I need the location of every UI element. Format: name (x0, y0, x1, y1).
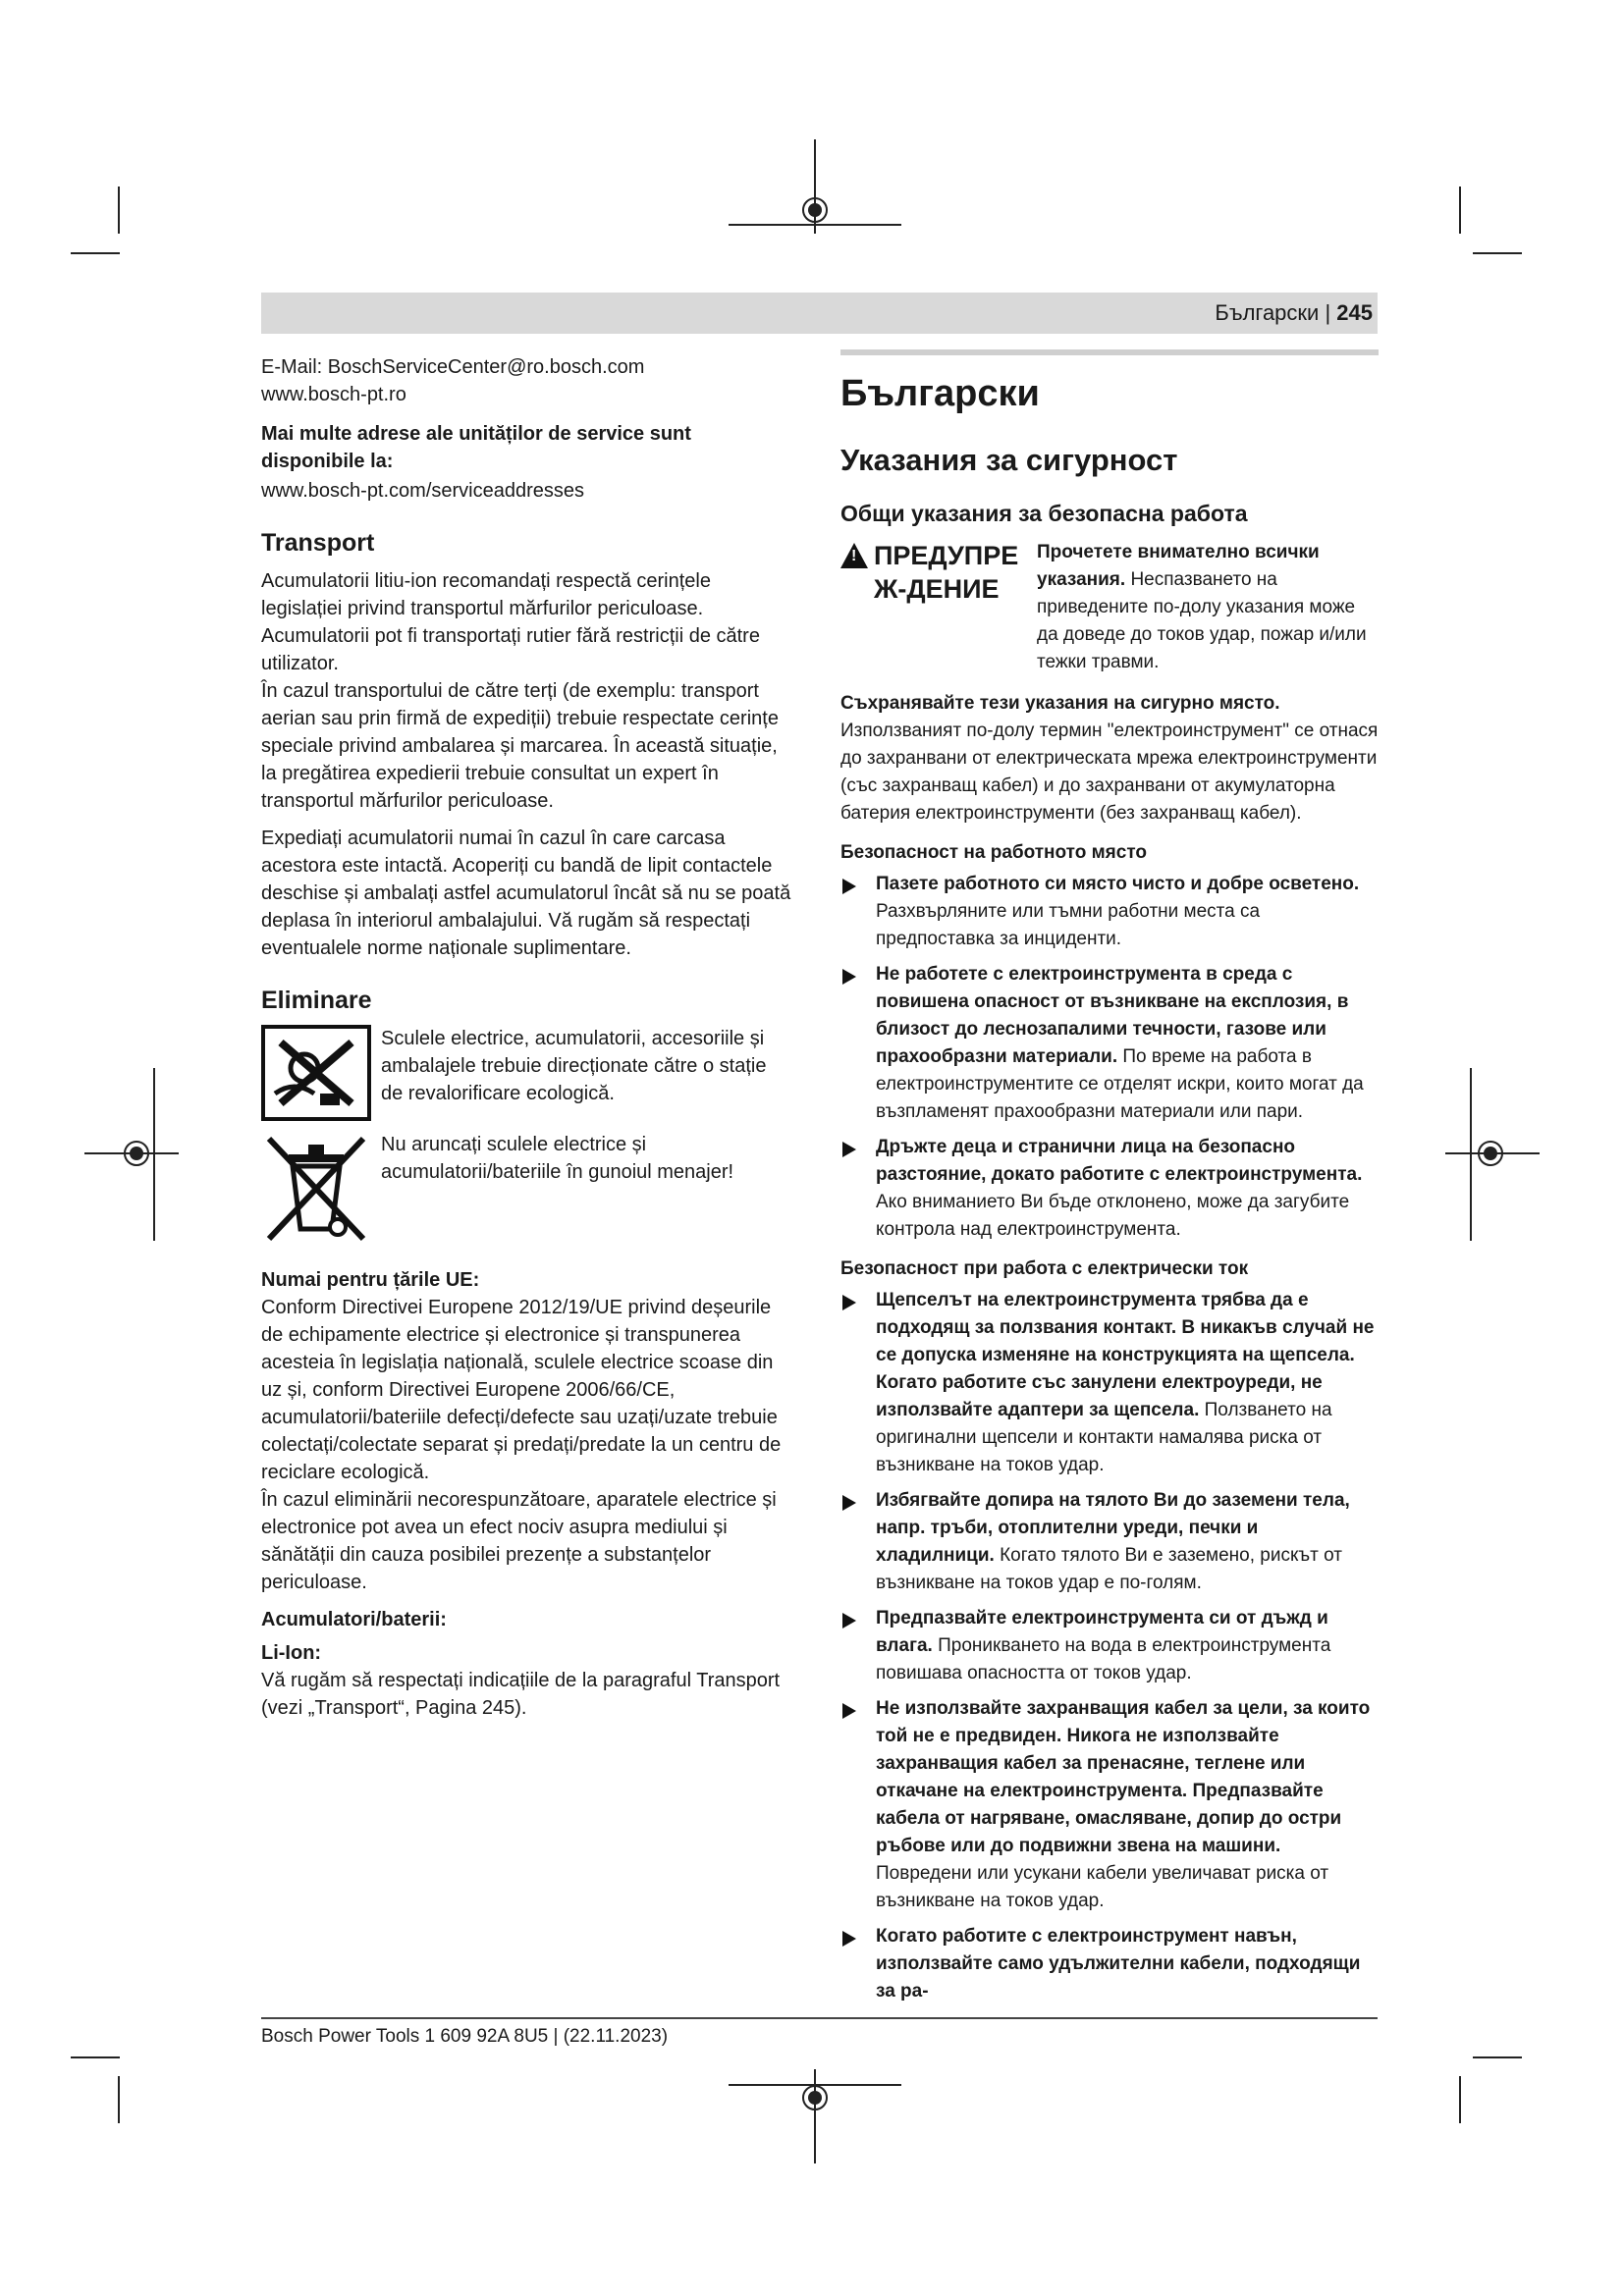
item-bold: Не работете с електроинструмента в среда с повишена опасност от възникване на експлозия, в близост до леснозапалими течности, газове или прахообразни материали. (876, 964, 1349, 1067)
more-addresses-url: www.bosch-pt.com/serviceaddresses (261, 480, 585, 502)
item-bold: Не използвайте захранващия кабел за цели, за които той не е предвиден. Никога не използвайте захранващия кабел за пренасяне, теглене или откачане на електроинструмента. Предпазвайте кабела от нагряване, омасляване, допир до остри ръбове или до подвижни звена на машини. (876, 1698, 1371, 1856)
warning-label-text: ПРЕДУПРЕЖ-ДЕНИЕ (874, 541, 1019, 604)
recycling-symbol-icon (261, 1025, 371, 1121)
transport-heading: Transport (261, 529, 375, 557)
bullet-icon (842, 1703, 856, 1719)
disposal-bin-text: Nu aruncați sculele electrice și acumulatorii/bateriile în gunoiul menajer! (381, 1134, 734, 1183)
crop-mark (118, 2076, 120, 2123)
bullet-icon (842, 1142, 856, 1157)
item-text: Ползването на оригинални щепсели и контакти намалява риска от възникване на токов удар. (876, 1400, 1332, 1475)
safety-heading: Указания за сигурност (840, 443, 1178, 477)
bullet-icon (842, 1495, 856, 1511)
eu-heading: Numai pentru țările UE: (261, 1269, 480, 1291)
registration-mark-icon (802, 197, 828, 223)
bin-row (261, 1131, 791, 1247)
warning-rest: Неспазването на приведените по-долу указания може да доведе до токов удар, пожар и/или тежки травми. (1037, 569, 1367, 672)
warning-bold: Прочетете внимателно всички указания. (1037, 542, 1320, 590)
list-item (840, 1287, 1379, 1479)
registration-mark-icon (802, 2085, 828, 2110)
list-item (840, 961, 1379, 1126)
page-footer: Bosch Power Tools 1 609 92A 8U5 | (22.11.2023) (261, 2026, 669, 2047)
crop-mark (71, 2056, 120, 2058)
term-text: Използваният по-долу термин "електроинструмент" се отнася до захранвани от електрическата мрежа електроинструменти (със захранващ кабел) и до захранвани от акумулаторна батерия електроинструменти (без захранващ кабел). (840, 721, 1379, 824)
list-item (840, 1134, 1379, 1244)
item-bold: Предпазвайте електроинструмента си от дъжд и влага. (876, 1608, 1328, 1656)
registration-mark-icon (124, 1141, 149, 1166)
language-title: Български (840, 373, 1040, 414)
contact-web: www.bosch-pt.ro (261, 384, 406, 405)
liion-text: Vă rugăm să respectați indicațiile de la paragraful Transport (vezi „Transport“, Pagina 245). (261, 1670, 781, 1719)
crop-mark (118, 187, 120, 234)
crop-mark (1459, 2076, 1461, 2123)
crop-mark (71, 252, 120, 254)
recycle-row (261, 1025, 791, 1121)
item-text: Ако вниманието Ви бъде отклонено, може да загубите контрола над електроинструмента. (876, 1192, 1350, 1240)
registration-line (1470, 1068, 1472, 1241)
warning-block (840, 539, 1379, 676)
left-column (261, 353, 791, 1722)
electrical-heading: Безопасност при работа с електрически ток (840, 1258, 1249, 1279)
registration-line (153, 1068, 155, 1241)
registration-line (814, 2069, 816, 2163)
item-text: Проникването на вода в електроинструмента повишава опасността от токов удар. (876, 1635, 1331, 1683)
bullet-icon (842, 969, 856, 985)
item-text: Повредени или усукани кабели увеличават риска от възникване на токов удар. (876, 1863, 1329, 1911)
more-addresses-label: Mai multe adrese ale unităților de service sunt disponibile la: (261, 423, 691, 472)
page-number: 245 (1336, 300, 1373, 325)
item-text: Разхвърляните или тъмни работни места са предпоставка за инциденти. (876, 901, 1261, 949)
disposal-heading: Eliminare (261, 987, 372, 1014)
item-bold: Когато работите с електроинструмент навън, използвайте само удължителни кабели, подходящи за ра- (876, 1926, 1361, 2002)
warning-icon: ! (840, 543, 868, 568)
liion-heading: Li-Ion: (261, 1642, 322, 1664)
crossed-out-bin-icon (261, 1131, 371, 1247)
bullet-icon (842, 1931, 856, 1947)
item-bold: Пазете работното си място чисто и добре осветено. (876, 874, 1360, 894)
eu-paragraph: În cazul eliminării necorespunzătoare, aparatele electrice și electronice pot avea un efect nociv asupra mediului și sănătății din cauza posibilei prezențe a substanțelor periculoase. (261, 1489, 777, 1593)
warning-text (1037, 539, 1379, 676)
item-text: Когато тялото Ви е заземено, рискът от възникване на токов удар е по-голям. (876, 1545, 1342, 1593)
general-heading: Общи указания за безопасна работа (840, 501, 1248, 526)
list-item (840, 1605, 1379, 1687)
transport-paragraph: Expediați acumulatorii numai în cazul în care carcasa acestora este intactă. Acoperiți cu bandă de lipit contactele deschise și ambalați astfel acumulatorul încât să nu se poată deplasa în interiorul ambalajului. Vă rugăm să respectați eventualele norme naționale suplimentare. (261, 828, 791, 959)
transport-paragraph: În cazul transportului de către terți (de exemplu: transport aerian sau prin firmă de expediții) trebuie respectate cerințe speciale privind ambalarea și marcarea. În această situație, la pregătirea expedierii trebuie consultat un expert în transportul mărfurilor periculoase. (261, 680, 779, 812)
page-header: Български | 245 (1215, 300, 1373, 325)
contact-email: E-Mail: BoschServiceCenter@ro.bosch.com (261, 356, 645, 378)
registration-mark-icon (1478, 1141, 1503, 1166)
crop-mark (1473, 2056, 1522, 2058)
electrical-list (840, 1287, 1379, 2005)
footer-rule (261, 2017, 1378, 2019)
disposal-recycle-text: Sculele electrice, acumulatorii, accesoriile și ambalajele trebuie direcționate către o stație de revalorificare ecologică. (381, 1028, 767, 1104)
header-band (261, 293, 1378, 334)
workplace-heading: Безопасност на работното място (840, 842, 1147, 863)
list-item (840, 1695, 1379, 1915)
bullet-icon (842, 879, 856, 894)
item-bold: Избягвайте допира на тялото Ви до заземени тела, напр. тръби, отоплителни уреди, печки и хладилници. (876, 1490, 1350, 1566)
list-item (840, 1923, 1379, 2005)
crop-mark (1473, 252, 1522, 254)
eu-paragraph: Conform Directivei Europene 2012/19/UE privind deșeurile de echipamente electrice și electronice și transpunerea acesteia în legislația națională, sculele electrice scoase din uz și, conform Directivei Europene 2006/66/CE, acumulatorii/bateriile defecți/defecte sau uzați/uzate trebuie colectați/colectate separat și predați/predate la un centru de reciclare ecologică. (261, 1297, 782, 1483)
workplace-list (840, 871, 1379, 1244)
item-bold: Дръжте деца и странични лица на безопасно разстояние, докато работите с електроинструмента. (876, 1137, 1363, 1185)
list-item (840, 871, 1379, 953)
bullet-icon (842, 1613, 856, 1629)
transport-paragraph: Acumulatorii litiu-ion recomandați respectă cerințele legislației privind transportul mărfurilor periculoase. Acumulatorii pot fi transportați rutier fără restricții de către utilizator. (261, 570, 760, 674)
header-language: Български (1215, 300, 1320, 325)
list-item (840, 1487, 1379, 1597)
keep-instructions: Съхранявайте тези указания на сигурно място. (840, 693, 1280, 714)
right-column (840, 348, 1379, 2013)
item-bold: Щепселът на електроинструмента трябва да е подходящ за ползвания контакт. В никакъв случай не се допуска изменяне на конструкцията на щепсела. Когато работите със занулени електроуреди, не използвайте адаптери за щепсела. (876, 1290, 1375, 1420)
crop-mark (1459, 187, 1461, 234)
warning-label (840, 539, 1037, 676)
bullet-icon (842, 1295, 856, 1310)
batteries-heading: Acumulatori/baterii: (261, 1609, 447, 1630)
item-text: По време на работа в електроинструментите се отделят искри, които могат да възпламенят прахообразни материали или пари. (876, 1046, 1364, 1122)
